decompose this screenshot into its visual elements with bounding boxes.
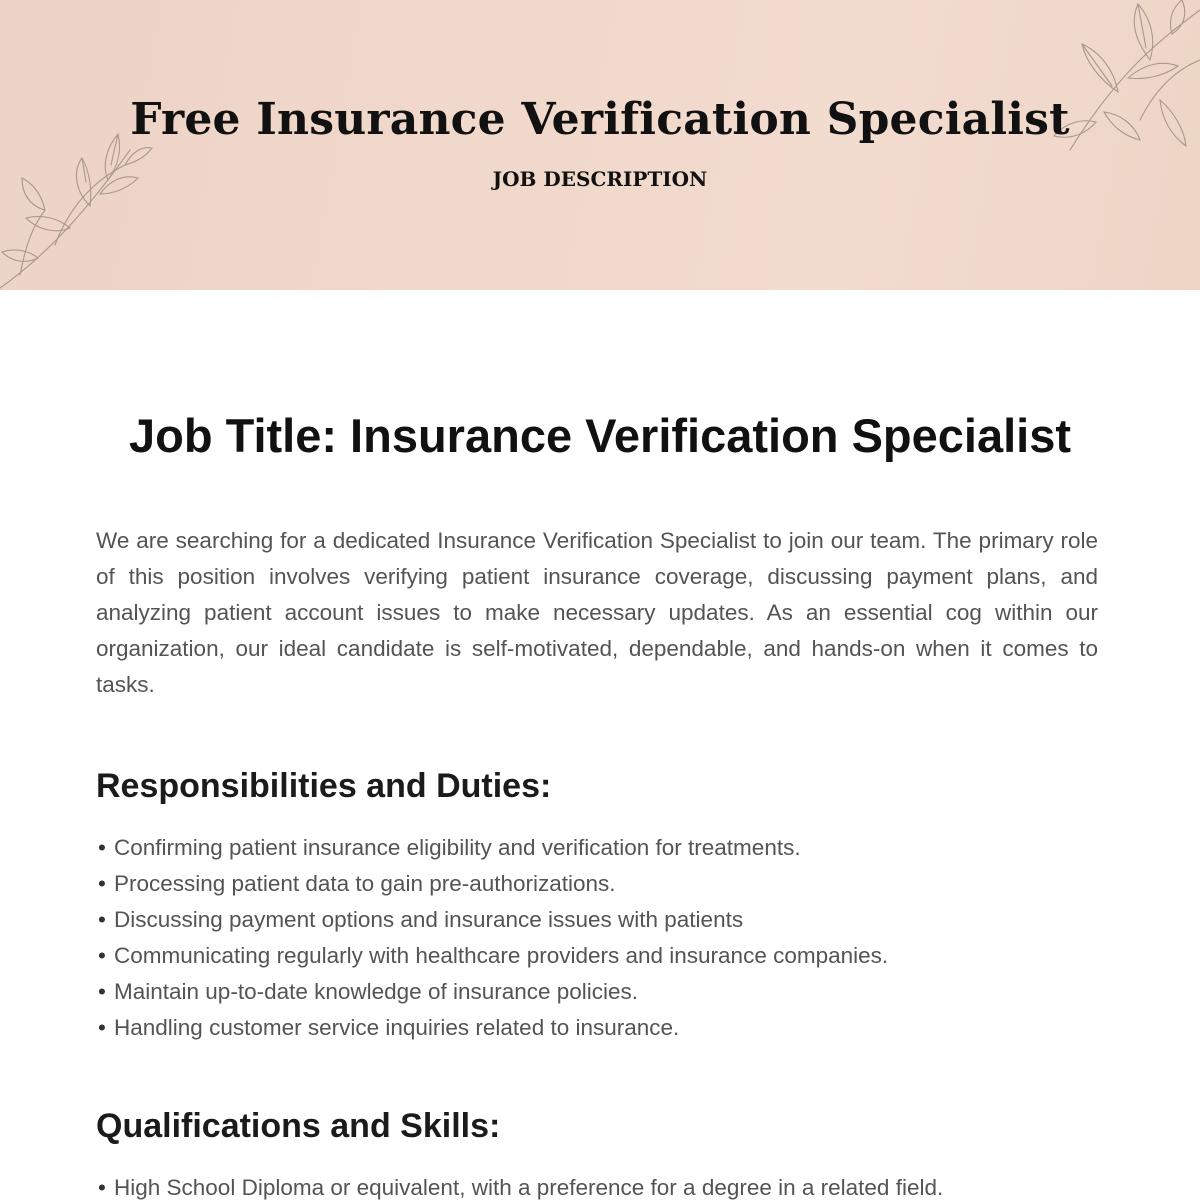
header-banner — [0, 0, 1200, 290]
bullet-icon: • — [98, 943, 106, 968]
list-item-text: Maintain up-to-date knowledge of insurance policies. — [114, 979, 639, 1004]
qualifications-heading: Qualifications and Skills: — [96, 1107, 501, 1145]
qualifications-list — [98, 1170, 943, 1200]
job-title-heading: Job Title: Insurance Verification Specialist — [128, 409, 1072, 462]
list-item — [98, 974, 888, 1010]
list-item-text: Discussing payment options and insurance issues with patients — [114, 907, 744, 932]
list-item — [98, 1170, 943, 1200]
list-item-text: Confirming patient insurance eligibility and verification for treatments. — [114, 835, 801, 860]
list-item-text: Processing patient data to gain pre-authorizations. — [114, 871, 616, 896]
list-item — [98, 866, 888, 902]
responsibilities-heading: Responsibilities and Duties: — [96, 767, 552, 805]
bullet-icon: • — [98, 1015, 106, 1040]
list-item-text: Handling customer service inquiries related to insurance. — [114, 1015, 680, 1040]
list-item-text: Communicating regularly with healthcare providers and insurance companies. — [114, 943, 889, 968]
responsibilities-list — [98, 830, 888, 1046]
document-title: Free Insurance Verification Specialist — [130, 94, 1070, 145]
bullet-icon: • — [98, 835, 106, 860]
document-subtitle: JOB DESCRIPTION — [492, 167, 708, 191]
list-item-text: High School Diploma or equivalent, with a preference for a degree in a related field. — [114, 1175, 944, 1200]
list-item — [98, 1010, 888, 1046]
bullet-icon: • — [98, 907, 106, 932]
intro-paragraph: We are searching for a dedicated Insurance Verification Specialist to join our team. The primary role of this position involves verifying patient insurance coverage, discussing payment plans, and analyzing patient account issues to make necessary updates. As an essential cog within our organization, our ideal candidate is self-motivated, dependable, and hands-on when it comes to tasks. — [96, 528, 1098, 697]
bullet-icon: • — [98, 979, 106, 1004]
list-item — [98, 902, 888, 938]
list-item — [98, 938, 888, 974]
bullet-icon: • — [98, 1175, 106, 1200]
list-item — [98, 830, 888, 866]
bullet-icon: • — [98, 871, 106, 896]
